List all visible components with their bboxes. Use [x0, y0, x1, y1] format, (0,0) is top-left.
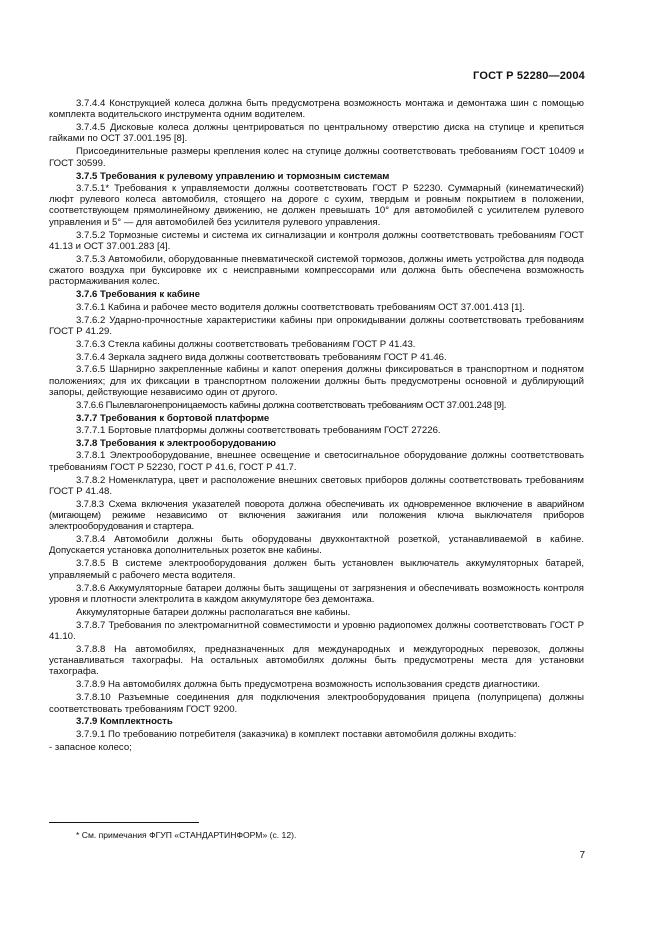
paragraph-3-7-6-6: 3.7.6.6 Пылевлагонепроницаемость кабины должна соответствовать требованиям ОСТ 37.001.248 [9].: [76, 399, 507, 411]
paragraph-3-7-6-1: 3.7.6.1 Кабина и рабочее место водителя должны соответствовать требованиям ОСТ 37.001.413 [1].: [76, 301, 525, 313]
document-id-header: ГОСТ Р 52280—2004: [473, 70, 585, 82]
paragraph-3-7-5-1: 3.7.5.1* Требования к управляемости должны соответствовать ГОСТ Р 52230. Суммарный (кинематический) люфт рулевого колеса автомобиля, стоящего на дороге с сухим, твердым и ровным покрытием в положении, соответствующем прямолинейному движению, не должен превышать 10° для автомобилей с усилителем рулевого управления и 5° — для автомобилей без усилителя рулевого управления.: [49, 182, 584, 228]
paragraph-3-7-9-1: 3.7.9.1 По требованию потребителя (заказчика) в комплект поставки автомобиля должны входить:: [76, 728, 517, 740]
paragraph-3-7-8-9: 3.7.8.9 На автомобилях должна быть предусмотрена возможность использования средств диагностики.: [76, 679, 541, 691]
section-heading-3-7-7: 3.7.7 Требования к бортовой платформе: [76, 412, 270, 424]
paragraph-3-7-8-8: 3.7.8.8 На автомобилях, предназначенных для международных и междугородных перевозок, должны устанавливаться тахографы. На остальных автомобилях должны быть предусмотрены места для установки тахографа.: [49, 643, 584, 678]
paragraph-3-7-5-2: 3.7.5.2 Тормозные системы и система их сигнализации и контроля должны соответствовать требованиям ГОСТ 41.13 и ОСТ 37.001.283 [4].: [49, 229, 584, 252]
paragraph-3-7-4-4: 3.7.4.4 Конструкцией колеса должна быть предусмотрена возможность монтажа и демонтажа шин с помощью комплекта водительского инструмента одним водителем.: [49, 98, 584, 121]
section-heading-3-7-8: 3.7.8 Требования к электрооборудованию: [76, 438, 276, 450]
paragraph-3-7-7-1: 3.7.7.1 Бортовые платформы должны соответствовать требованиям ГОСТ 27226.: [76, 425, 441, 437]
paragraph-3-7-8-3: 3.7.8.3 Схема включения указателей поворота должна обеспечивать их одновременное включение в аварийном (мигающем) режиме независимо от включения зажигания или положения ключа выключателя приборов электрооборудования и стартера.: [49, 498, 584, 533]
paragraph-3-7-5-3: 3.7.5.3 Автомобили, оборудованные пневматической системой тормозов, должны иметь устройства для подвода сжатого воздуха при буксировке их с неисправными компрессорами или должна быть обеспечена возможность растормаживания колес.: [49, 253, 584, 288]
paragraph-3-7-8-7: 3.7.8.7 Требования по электромагнитной совместимости и уровню радиопомех должны соответствовать ГОСТ Р 41.10.: [49, 619, 584, 642]
paragraph-3-7-8-5: 3.7.8.5 В системе электрооборудования должен быть установлен выключатель аккумуляторных батарей, управляемый с рабочего места водителя.: [49, 558, 584, 581]
footnote-divider: [49, 822, 199, 823]
section-heading-3-7-5: 3.7.5 Требования к рулевому управлению и тормозным системам: [76, 170, 390, 182]
document-body: [49, 98, 584, 754]
page-number: 7: [579, 850, 585, 861]
paragraph-3-7-8-1: 3.7.8.1 Электрооборудование, внешнее освещение и светосигнальное оборудование должны соответствовать требованиям ГОСТ Р 52230, ГОСТ Р 41.6, ГОСТ Р 41.7.: [49, 450, 584, 473]
paragraph-3-7-8-6: 3.7.8.6 Аккумуляторные батареи должны быть защищены от загрязнения и обеспечивать возможность контроля уровня и плотности электролита в каждом аккумуляторе без демонтажа.: [49, 582, 584, 605]
section-heading-3-7-6: 3.7.6 Требования к кабине: [76, 289, 200, 301]
paragraph-3-7-6-4: 3.7.6.4 Зеркала заднего вида должны соответствовать требованиям ГОСТ Р 41.46.: [76, 351, 447, 363]
paragraph-3-7-8-2: 3.7.8.2 Номенклатура, цвет и расположение внешних световых приборов должны соответствовать требованиям ГОСТ Р 41.48.: [49, 474, 584, 497]
footnote: * См. примечания ФГУП «СТАНДАРТИНФОРМ» (с. 12).: [76, 830, 297, 840]
section-heading-3-7-9: 3.7.9 Комплектность: [76, 716, 173, 728]
paragraph-3-7-6-2: 3.7.6.2 Ударно-прочностные характеристики кабины при опрокидывании должны соответствовать требованиям ГОСТ Р 41.29.: [49, 314, 584, 337]
paragraph-battery-location: Аккумуляторные батареи должны располагаться вне кабины.: [76, 606, 351, 618]
paragraph-3-7-4-5: 3.7.4.5 Дисковые колеса должны центрироваться по центральному отверстию диска на ступице и крепиться гайками по ОСТ 37.001.195 [8].: [49, 122, 584, 145]
paragraph-3-7-8-10: 3.7.8.10 Разъемные соединения для подключения электрооборудования прицепа (полуприцепа) должны соответствовать требованиям ГОСТ 9200.: [49, 692, 584, 715]
paragraph-3-7-6-3: 3.7.6.3 Стекла кабины должны соответствовать требованиям ГОСТ Р 41.43.: [76, 338, 416, 350]
list-item-spare-wheel: - запасное колесо;: [49, 741, 132, 753]
paragraph-3-7-6-5: 3.7.6.5 Шарнирно закрепленные кабины и капот оперения должны фиксироваться в транспортном и поднятом положениях; для их фиксации в транспортном положении должны быть предусмотрены основной и дублирующий запоры, действующие независимо один от другого.: [49, 364, 584, 399]
paragraph-3-7-8-4: 3.7.8.4 Автомобили должны быть оборудованы двухконтактной розеткой, устанавливаемой в кабине. Допускается установка дополнительных розеток вне кабины.: [49, 534, 584, 557]
paragraph-wheel-dimensions: Присоединительные размеры крепления колес на ступице должны соответствовать требованиям ГОСТ 10409 и ГОСТ 30599.: [49, 146, 584, 169]
